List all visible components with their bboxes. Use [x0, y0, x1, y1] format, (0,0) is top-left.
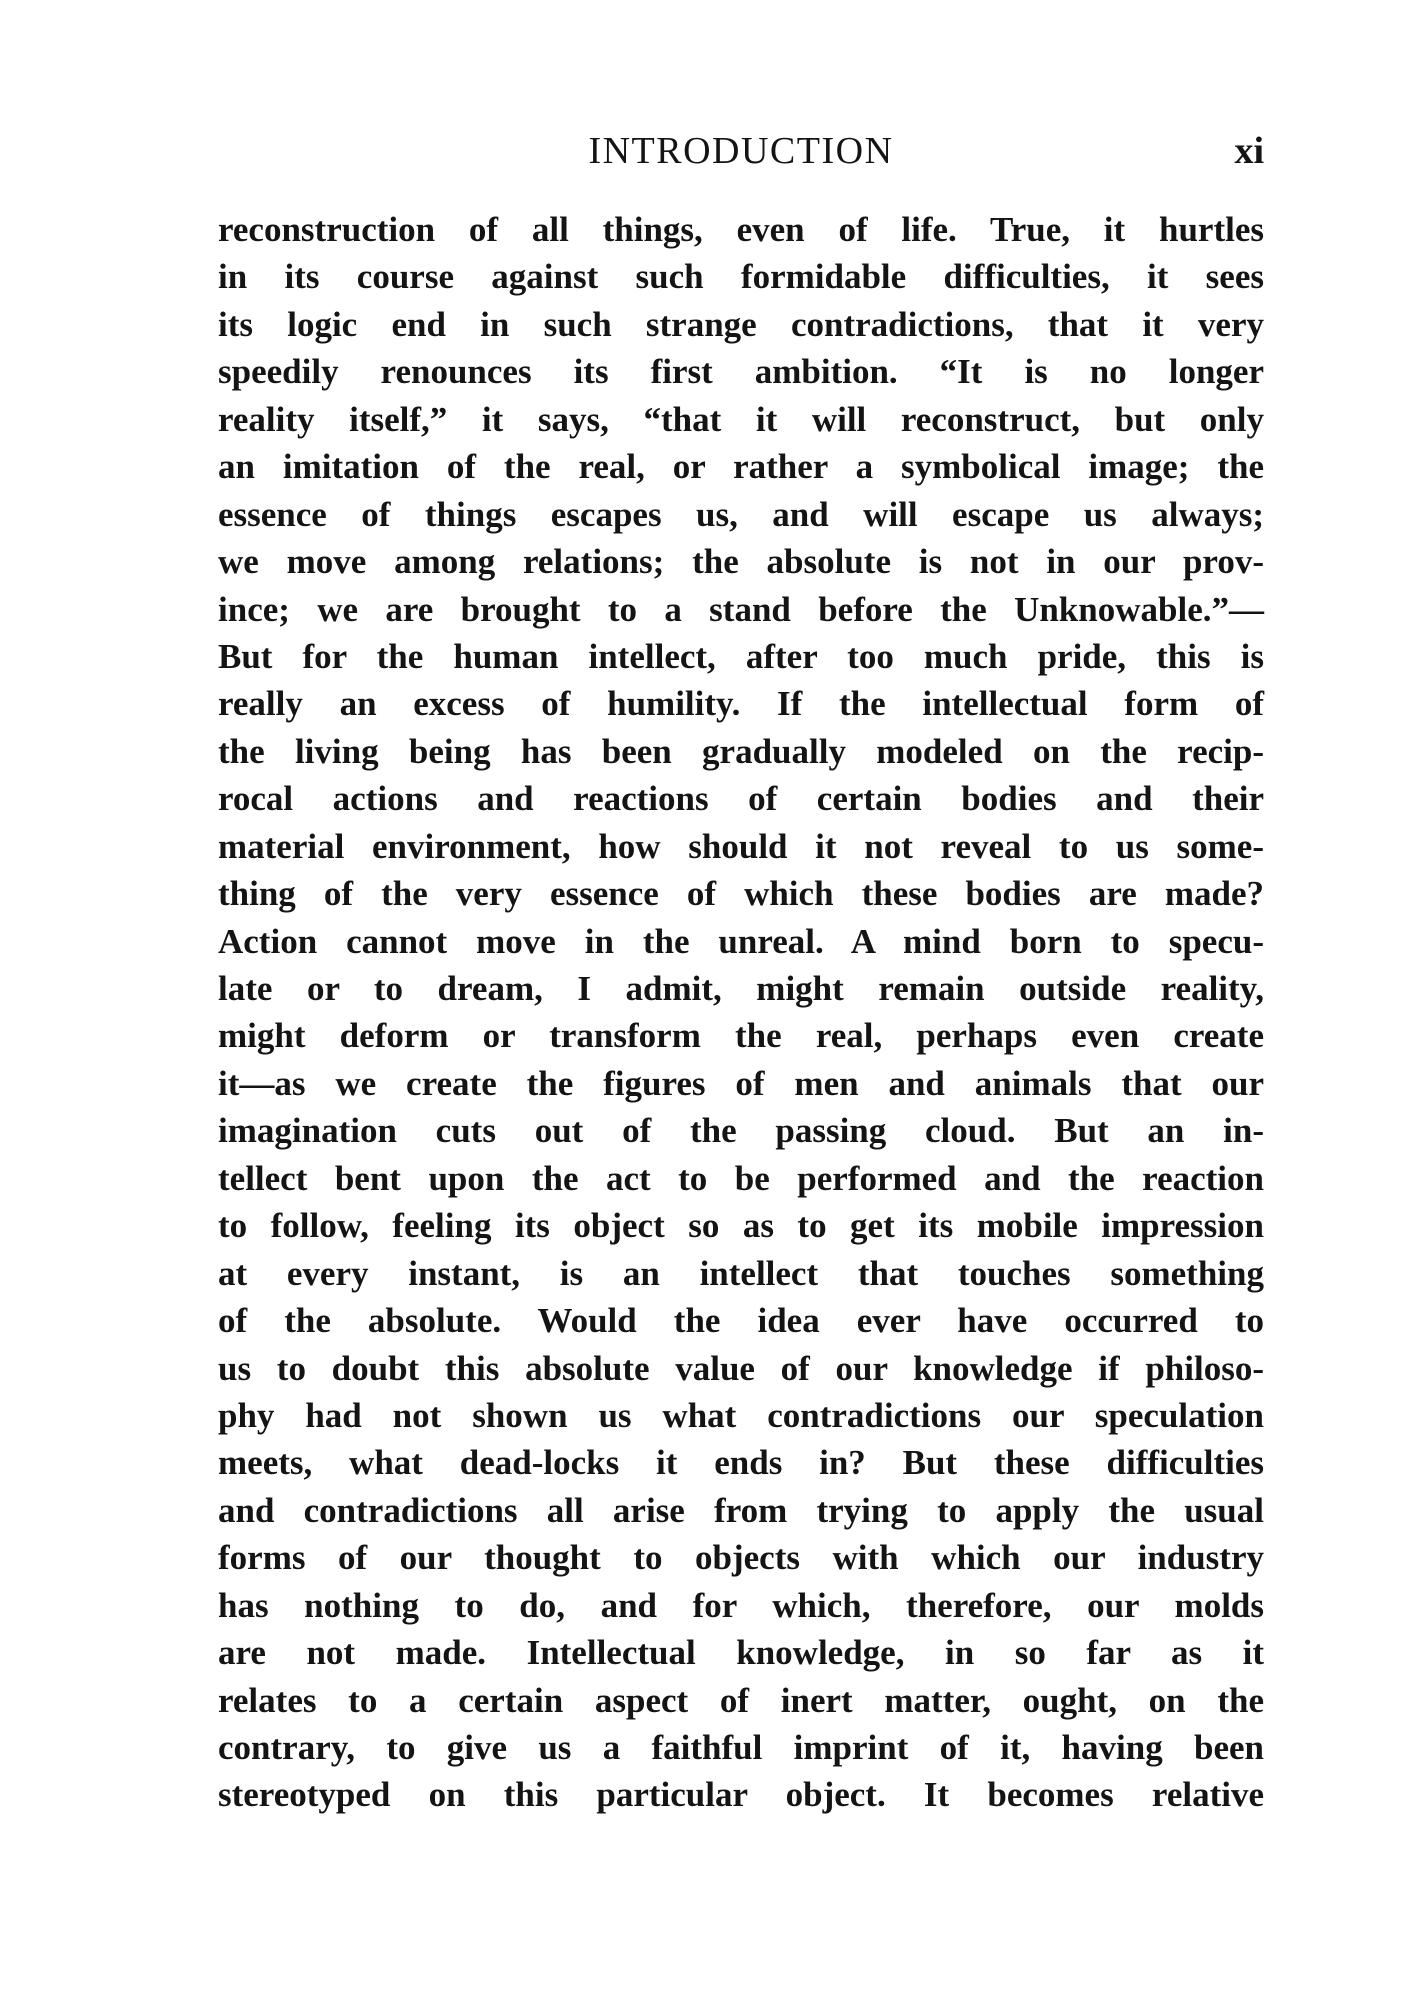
text-line: late or to dream, I admit, might remain outside reality,: [218, 969, 1264, 1008]
text-line: thing of the very essence of which these bodies are made?: [218, 874, 1264, 914]
text-line: Action cannot move in the unreal. A mind born to specu-: [218, 921, 1264, 961]
text-line: tellect bent upon the act to be performed and the reaction: [218, 1158, 1264, 1198]
text-line: reality itself,” it says, “that it will reconstruct, but only: [218, 399, 1264, 439]
page-header: [218, 126, 1264, 176]
text-line: meets, what dead-locks it ends in? But these difficulties: [218, 1443, 1264, 1483]
text-line: an imitation of the real, or rather a symbolical image; the: [218, 447, 1264, 487]
running-head: INTRODUCTION: [588, 130, 894, 172]
text-line: contrary, to give us a faithful imprint of it, having been: [218, 1728, 1264, 1767]
text-line: in its course against such formidable difficulties, it sees: [218, 257, 1264, 297]
text-line: us to doubt this absolute value of our knowledge if philoso-: [218, 1348, 1264, 1388]
text-line: reconstruction of all things, even of life. True, it hurtles: [218, 210, 1264, 249]
text-line: essence of things escapes us, and will escape us always;: [218, 494, 1264, 534]
text-line: of the absolute. Would the idea ever have occurred to: [218, 1301, 1264, 1341]
text-line: at every instant, is an intellect that touches something: [218, 1253, 1264, 1293]
text-line: the living being has been gradually modeled on the recip-: [218, 731, 1264, 771]
text-line: stereotyped on this particular object. It becomes relative: [218, 1775, 1264, 1815]
text-line: it—as we create the figures of men and animals that our: [218, 1063, 1264, 1103]
book-page: [218, 0, 1264, 1999]
text-line: has nothing to do, and for which, therefore, our molds: [218, 1585, 1264, 1625]
body-text: [218, 206, 1264, 1819]
text-line: ince; we are brought to a stand before the Unknowable.”—: [218, 589, 1264, 629]
page-number: xi: [1234, 130, 1264, 172]
text-line: its logic end in such strange contradictions, that it very: [218, 304, 1264, 344]
text-line: material environment, how should it not reveal to us some-: [218, 826, 1264, 866]
text-line: we move among relations; the absolute is not in our prov-: [218, 542, 1264, 582]
text-line: are not made. Intellectual knowledge, in so far as it: [218, 1633, 1264, 1673]
text-line: rocal actions and reactions of certain bodies and their: [218, 779, 1264, 819]
text-line: phy had not shown us what contradictions our speculation: [218, 1395, 1264, 1435]
text-line: to follow, feeling its object so as to get its mobile impression: [218, 1206, 1264, 1246]
text-line: and contradictions all arise from trying to apply the usual: [218, 1490, 1264, 1530]
text-line: might deform or transform the real, perhaps even create: [218, 1016, 1264, 1056]
text-line: relates to a certain aspect of inert matter, ought, on the: [218, 1680, 1264, 1720]
text-line: speedily renounces its first ambition. “It is no longer: [218, 352, 1264, 392]
text-line: imagination cuts out of the passing cloud. But an in-: [218, 1111, 1264, 1151]
text-line: forms of our thought to objects with which our industry: [218, 1538, 1264, 1578]
text-line: But for the human intellect, after too much pride, this is: [218, 636, 1264, 676]
text-line: really an excess of humility. If the intellectual form of: [218, 684, 1264, 724]
